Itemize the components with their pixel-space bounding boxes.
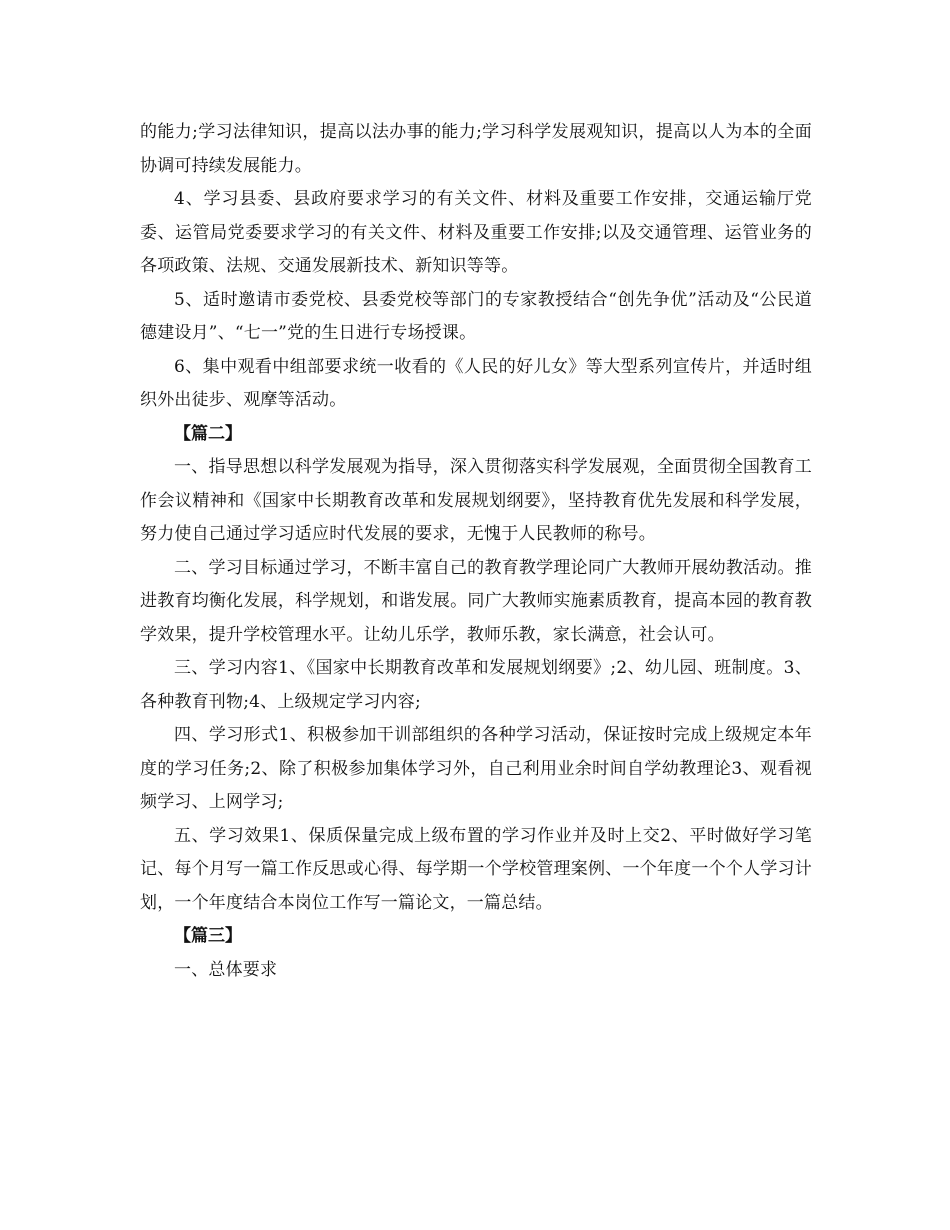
document-page bbox=[140, 116, 812, 987]
paragraph-general-requirements: 一、总体要求 bbox=[174, 959, 278, 980]
paragraph-learning-effect: 五、学习效果1、保质保量完成上级布置的学习作业并及时上交2、平时做好学习笔记、每个月写一篇工作反思或心得、每学期一个学校管理案例、一个年度一个个人学习计划，一个年度结合本岗位工作写一篇论文，一篇总结。 bbox=[140, 825, 812, 913]
section-heading-part-three: 【篇三】 bbox=[174, 926, 242, 946]
paragraph-guiding-ideology: 一、指导思想以科学发展观为指导，深入贯彻落实科学发展观，全面贯彻全国教育工作会议精神和《国家中长期教育改革和发展规划纲要》，坚持教育优先发展和科学发展，努力使自己通过学习适应时代发展的要求，无愧于人民教师的称号。 bbox=[140, 457, 812, 544]
paragraph-item-5: 5、适时邀请市委党校、县委党校等部门的专家教授结合“创先争优”活动及“公民道德建设月”、“七一”党的生日进行专场授课。 bbox=[140, 289, 812, 343]
paragraph-learning-form: 四、学习形式1、积极参加干训部组织的各种学习活动，保证按时完成上级规定本年度的学习任务;2、除了积极参加集体学习外，自己利用业余时间自学幼教理论3、观看视频学习、上网学习; bbox=[140, 725, 812, 812]
paragraph-learning-goals: 二、学习目标通过学习，不断丰富自己的教育教学理论同广大教师开展幼教活动。推进教育均衡化发展，科学规划，和谐发展。同广大教师实施素质教育，提高本园的教育教学效果，提升学校管理水平。让幼儿乐学，教师乐教，家长满意，社会认可。 bbox=[140, 557, 812, 645]
paragraph-learning-content: 三、学习内容1、《国家中长期教育改革和发展规划纲要》;2、幼儿园、班制度。3、各种教育刊物;4、上级规定学习内容; bbox=[140, 658, 812, 712]
section-heading-part-two: 【篇二】 bbox=[174, 423, 242, 444]
paragraph-continuation: 的能力;学习法律知识，提高以法办事的能力;学习科学发展观知识，提高以人为本的全面协调可持续发展能力。 bbox=[140, 122, 812, 176]
paragraph-item-6: 6、集中观看中组部要求统一收看的《人民的好儿女》等大型系列宣传片，并适时组织外出徒步、观摩等活动。 bbox=[140, 356, 812, 410]
paragraph-item-4: 4、学习县委、县政府要求学习的有关文件、材料及重要工作安排，交通运输厅党委、运管局党委要求学习的有关文件、材料及重要工作安排;以及交通管理、运管业务的各项政策、法规、交通发展新技术、新知识等等。 bbox=[140, 189, 812, 276]
